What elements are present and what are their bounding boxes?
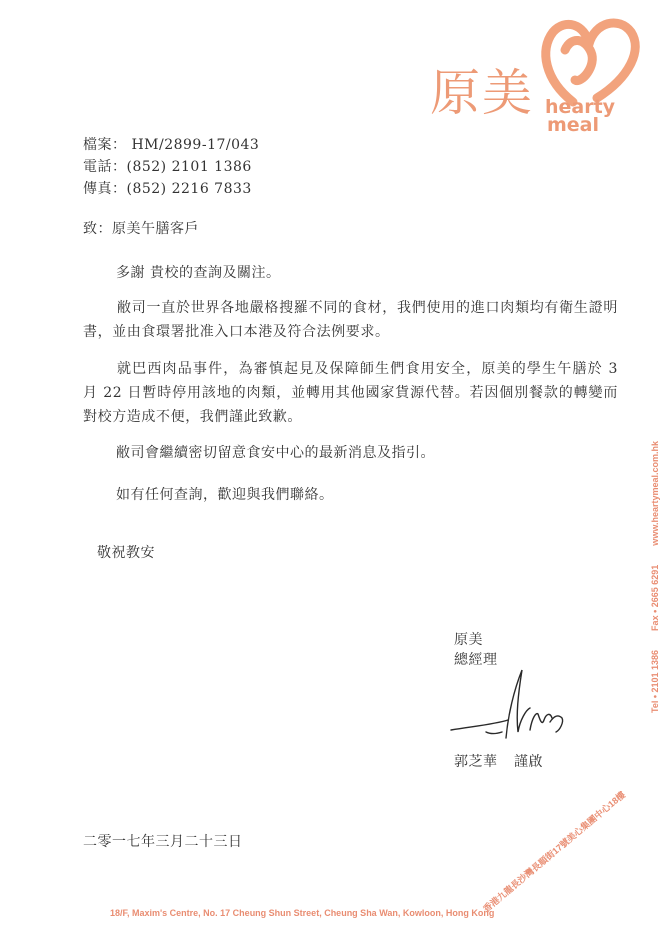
- fax-number: 傳真：(852) 2216 7833: [83, 181, 252, 197]
- handwritten-signature: [446, 660, 576, 745]
- logo-english-meal: meal: [547, 114, 600, 136]
- logo-english-hearty: hearty: [545, 96, 616, 118]
- body-paragraph-1: 多謝 貴校的查詢及關注。: [116, 265, 281, 281]
- body-paragraph-4: 敝司會繼續密切留意食安中心的最新消息及指引。: [116, 445, 435, 461]
- heart-logo-icon: [535, 10, 645, 110]
- sidebar-tel: Tel • 2101 1386: [650, 649, 660, 713]
- logo-chinese: 原美: [430, 64, 534, 122]
- signatory-name: 郭芝華: [454, 754, 498, 770]
- sidebar-contact: [650, 263, 660, 713]
- sign-off: 謹啟: [514, 754, 543, 770]
- sidebar-address-cn: 香港九龍長沙灣長順街17號美心集團中心18樓: [481, 789, 628, 915]
- file-reference: 檔案： HM/2899-17/043: [83, 137, 260, 153]
- signatory-title: 總經理: [454, 652, 498, 668]
- letter-date: 二零一七年三月二十三日: [83, 834, 243, 850]
- company-logo: [425, 10, 655, 135]
- closing-salutation: 敬祝教安: [97, 545, 155, 561]
- phone-number: 電話：(852) 2101 1386: [83, 159, 252, 175]
- body-paragraph-3: 就巴西肉品事件，為審慎起見及保障師生們食用安全，原美的學生午膳於 3 月 22 日暫時停用該地的肉類，並轉用其他國家貨源代替。若因個別餐款的轉變而對校方造成不便，我們謹此致歉。: [83, 361, 618, 425]
- signatory-company: 原美: [454, 632, 483, 648]
- footer-address-en: 18/F, Maxim's Centre, No. 17 Cheung Shun Street, Cheung Sha Wan, Kowloon, Hong Kong: [110, 908, 495, 918]
- body-paragraph-5: 如有任何查詢，歡迎與我們聯絡。: [116, 487, 334, 503]
- body-paragraph-2: 敝司一直於世界各地嚴格搜羅不同的食材，我們使用的進口肉類均有衛生證明書，並由食環署批准入口本港及符合法例要求。: [83, 300, 618, 340]
- recipient: 致：原美午膳客戶: [83, 221, 199, 237]
- sidebar-fax: Fax • 2665 6291: [650, 564, 660, 631]
- sidebar-website: www.heartymeal.com.hk: [650, 440, 660, 546]
